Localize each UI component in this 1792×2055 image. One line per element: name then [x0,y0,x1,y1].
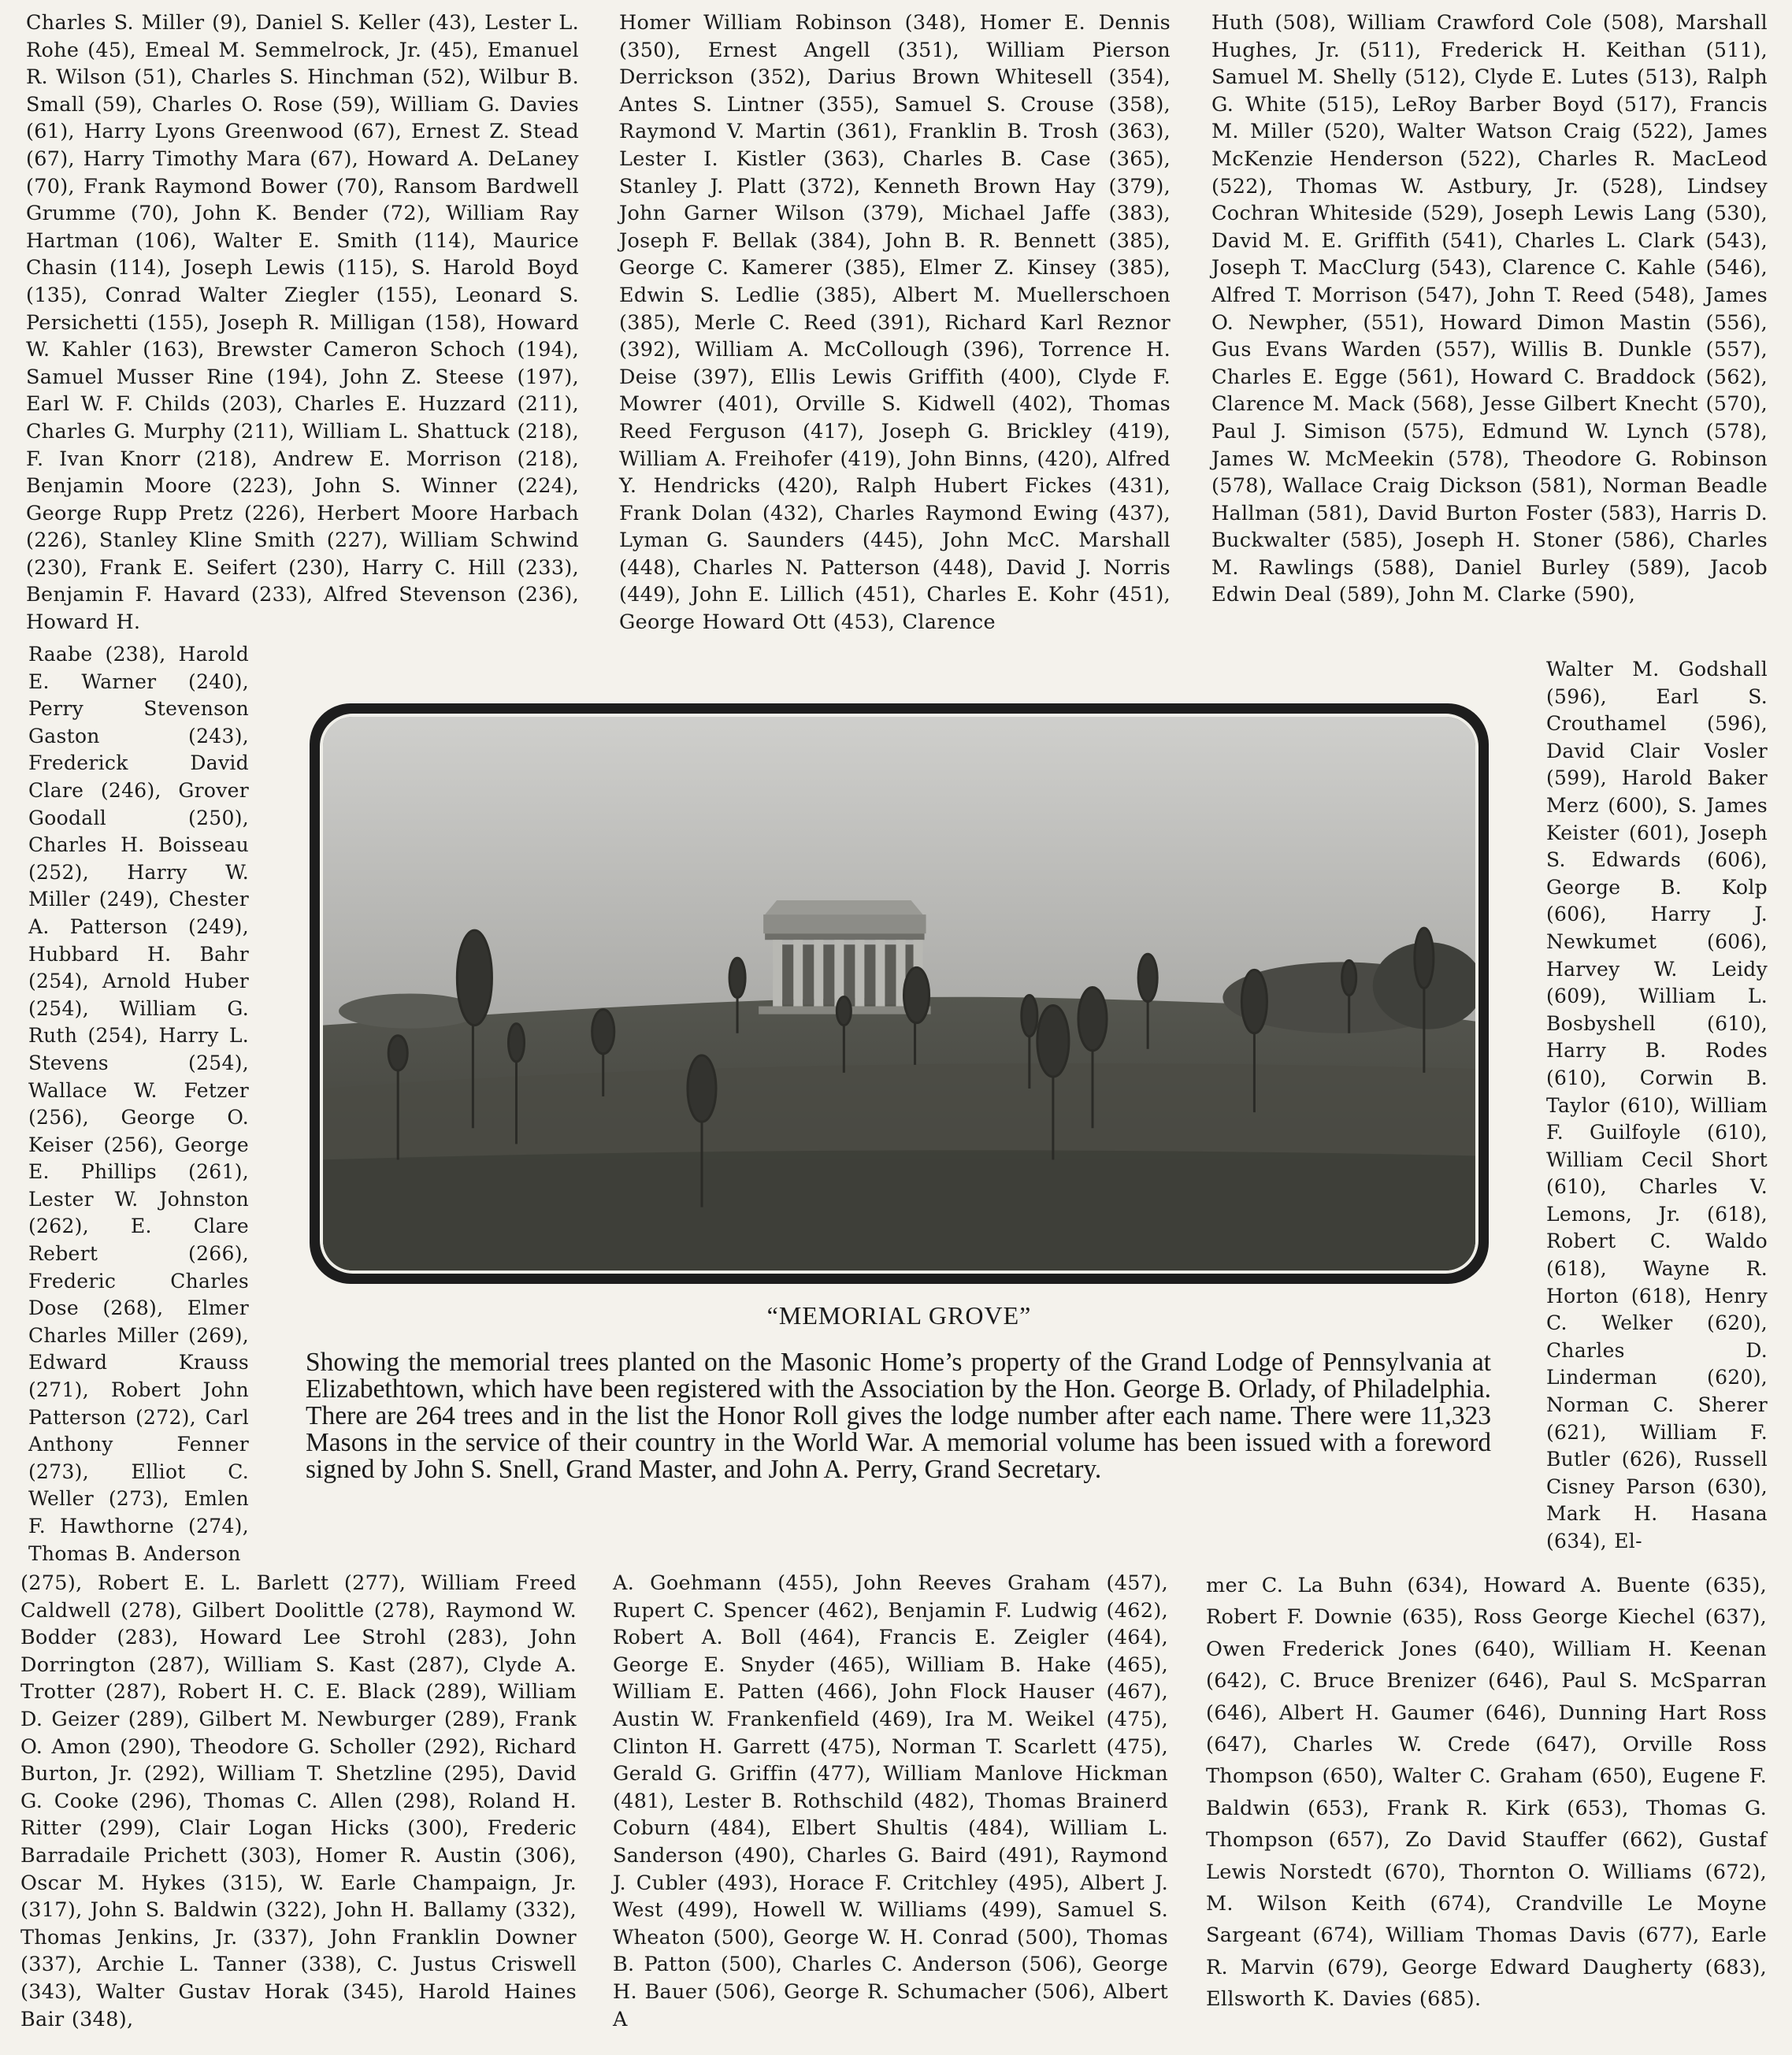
memorial-grove-photo [310,703,1489,1284]
honor-roll-left-narrow: Raabe (238), Harold E. Warner (240), Perry Stevenson Gaston (243), Frederick David Clare (246), Grover Goodall (250), Charles H. Boisseau (252), Harry W. Miller (249), Chester A. Patterson (249), Hubbard H. Bahr (254), Arnold Huber (254), William G. Ruth (254), Harry L. Stevens (254), Wallace W. Fetzer (256), George O. Keiser (256), George E. Phillips (261), Lester W. Johnston (262), E. Clare Rebert (266), Frederic Charles Dose (268), Elmer Charles Miller (269), Edward Krauss (271), Robert John Patterson (272), Carl Anthony Fenner (273), Elliot C. Weller (273), Emlen F. Hawthorne (274), Thomas B. Anderson [28,643,249,1565]
memorial-grove-scene [323,717,1475,1270]
honor-roll-column-1-top: Charles S. Miller (9), Daniel S. Keller (43), Lester L. Rohe (45), Emeal M. Semmelrock, Jr. (45), Emanuel R. Wilson (51), Charles S. Hinchman (52), Wilbur B. Small (59), Charles O. Rose (59), William G. Davies (61), Harry Lyons Greenwood (67), Ernest Z. Stead (67), Harry Timothy Mara (67), Howard A. DeLaney (70), Frank Raymond Bower (70), Ransom Bardwell Grumme (70), John K. Bender (72), William Ray Hartman (106), Walter E. Smith (114), Maurice Chasin (114), Joseph Lewis (115), S. Harold Boyd (135), Conrad Walter Ziegler (155), Leonard S. Persichetti (155), Joseph R. Milligan (158), Howard W. Kahler (163), Brewster Cameron Schoch (194), Samuel Musser Rine (194), John Z. Steese (197), Earl W. F. Childs (203), Charles E. Huzzard (211), Charles G. Murphy (211), William L. Shattuck (218), F. Ivan Knorr (218), Andrew E. Morrison (218), Benjamin Moore (223), John S. Winner (224), George Rupp Pretz (226), Herbert Moore Harbach (226), Stanley Kline Smith (227), William Schwind (230), Frank E. Seifert (230), Harry C. Hill (233), Benjamin F. Havard (233), Alfred Stevenson (236), Howard H. [26,11,579,635]
honor-roll-column-1-bottom: (275), Robert E. L. Barlett (277), William Freed Caldwell (278), Gilbert Doolittle (278), Raymond W. Bodder (283), Howard Lee Strohl (283), John Dorrington (287), William S. Kast (287), Clyde A. Trotter (287), Robert H. C. E. Black (289), William D. Geizer (289), Gilbert M. Newburger (289), Frank O. Amon (290), Theodore G. Scholler (292), Richard Burton, Jr. (292), William T. Shetzline (295), David G. Cooke (296), Thomas C. Allen (298), Roland H. Ritter (299), Clair Logan Hicks (300), Frederic Barradaile Prichett (303), Homer R. Austin (306), Oscar M. Hykes (315), W. Earle Champaign, Jr. (317), John S. Baldwin (322), John H. Ballamy (332), Thomas Jenkins, Jr. (337), John Franklin Downer (337), Archie L. Tanner (338), C. Justus Criswell (343), Walter Gustav Horak (345), Harold Haines Bair (348), [20,1571,577,2031]
photo-caption-body: Showing the memorial trees planted on the Masonic Home’s property of the Grand Lodge of Pennsylvania at Elizabethtown, which have been registered with the Association by the Hon. George B. Orlady, of Philadelphia. There are 264 trees and in the list the Honor Roll gives the lodge number after each name. There were 11,323 Masons in the service of their country in the World War. A memorial volume has been issued with a foreword signed by John S. Snell, Grand Master, and John A. Perry, Grand Secretary. [306,1348,1491,1484]
honor-roll-right-narrow: Walter M. Godshall (596), Earl S. Crouthamel (596), David Clair Vosler (599), Harold Baker Merz (600), S. James Keister (601), Joseph S. Edwards (606), George B. Kolp (606), Harry J. Newkumet (606), Harvey W. Leidy (609), William L. Bosbyshell (610), Harry B. Rodes (610), Corwin B. Taylor (610), William F. Guilfoyle (610), William Cecil Short (610), Charles V. Lemons, Jr. (618), Robert C. Waldo (618), Wayne R. Horton (618), Henry C. Welker (620), Charles D. Linderman (620), Norman C. Sherer (621), William F. Butler (626), Russell Cisney Parson (630), Mark H. Hasana (634), El- [1546,658,1768,1552]
honor-roll-column-2-bottom: A. Goehmann (455), John Reeves Graham (457), Rupert C. Spencer (462), Benjamin F. Ludwig (462), Robert A. Boll (464), Francis E. Zeigler (464), George E. Snyder (465), William B. Hake (465), William E. Patten (466), John Flock Hauser (467), Austin W. Frankenfield (469), Ira M. Weikel (475), Clinton H. Garrett (475), Norman T. Scarlett (475), Gerald G. Griffin (477), William Manlove Hickman (481), Lester B. Rothschild (482), Thomas Brainerd Coburn (484), Elbert Shultis (484), William L. Sanderson (490), Charles G. Baird (491), Raymond J. Cubler (493), Horace F. Critchley (495), Albert J. West (499), Howell W. Williams (499), Samuel S. Wheaton (500), George W. H. Conrad (500), Thomas B. Patton (500), Charles C. Anderson (506), George H. Bauer (506), George R. Schumacher (506), Albert A [613,1571,1168,2031]
honor-roll-column-2-top: Homer William Robinson (348), Homer E. Dennis (350), Ernest Angell (351), William Pierson Derrickson (352), Darius Brown Whitesell (354), Antes S. Lintner (355), Samuel S. Crouse (358), Raymond V. Martin (361), Franklin B. Trosh (363), Lester I. Kistler (363), Charles B. Case (365), Stanley J. Platt (372), Kenneth Brown Hay (379), John Garner Wilson (379), Michael Jaffe (383), Joseph F. Bellak (384), John B. R. Bennett (385), George C. Kamerer (385), Elmer Z. Kinsey (385), Edwin S. Ledlie (385), Albert M. Muellerschoen (385), Merle C. Reed (391), Richard Karl Reznor (392), William A. McCollough (396), Torrence H. Deise (397), Ellis Lewis Griffith (400), Clyde F. Mowrer (401), Orville S. Kidwell (402), Thomas Reed Ferguson (417), Joseph G. Brickley (419), William A. Freihofer (419), John Binns, (420), Alfred Y. Hendricks (420), Ralph Hubert Fickes (431), Frank Dolan (432), Charles Raymond Ewing (437), Lyman G. Saunders (445), John McC. Marshall (448), Charles N. Patterson (448), David J. Norris (449), John E. Lillich (451), Charles E. Kohr (451), George Howard Ott (453), Clarence [619,11,1171,635]
memorial-grove-photo-image [320,714,1478,1274]
honor-roll-column-3-bottom: mer C. La Buhn (634), Howard A. Buente (635), Robert F. Downie (635), Ross George Kiechel (637), Owen Frederick Jones (640), William H. Keenan (642), C. Bruce Brenizer (646), Paul S. McSparran (646), Albert H. Gaumer (646), Dunning Hart Ross (647), Charles W. Crede (647), Orville Ross Thompson (650), Walter C. Graham (650), Eugene F. Baldwin (653), Frank R. Kirk (653), Thomas G. Thompson (657), Zo David Stauffer (662), Gustaf Lewis Norstedt (670), Thornton O. Williams (672), M. Wilson Keith (674), Crandville Le Moyne Sargeant (674), William Thomas Davis (677), Earle R. Marvin (679), George Edward Daugherty (683), Ellsworth K. Davies (685). [1206,1574,1767,2012]
photo-caption-title: “MEMORIAL GROVE” [766,1301,1032,1330]
honor-roll-column-3-top: Huth (508), William Crawford Cole (508), Marshall Hughes, Jr. (511), Frederick H. Keithan (511), Samuel M. Shelly (512), Clyde E. Lutes (513), Ralph G. White (515), LeRoy Barber Boyd (517), Francis M. Miller (520), Walter Watson Craig (522), James McKenzie Henderson (522), Charles R. MacLeod (522), Thomas W. Astbury, Jr. (528), Lindsey Cochran Whiteside (529), Joseph Lewis Lang (530), David M. E. Griffith (541), Charles L. Clark (543), Joseph T. MacClurg (543), Clarence C. Kahle (546), Alfred T. Morrison (547), John T. Reed (548), James O. Newpher, (551), Howard Dimon Mastin (556), Gus Evans Warden (557), Willis B. Dunkle (557), Charles E. Egge (561), Howard C. Braddock (562), Clarence M. Mack (568), Jesse Gilbert Knecht (570), Paul J. Simison (575), Edmund W. Lynch (578), James W. McMeekin (578), Theodore G. Robinson (578), Wallace Craig Dickson (581), Norman Beadle Hallman (581), David Burton Foster (583), Harris D. Buckwalter (585), Joseph H. Stoner (586), Charles M. Rawlings (588), Daniel Burley (589), Jacob Edwin Deal (589), John M. Clarke (590), [1211,11,1768,607]
